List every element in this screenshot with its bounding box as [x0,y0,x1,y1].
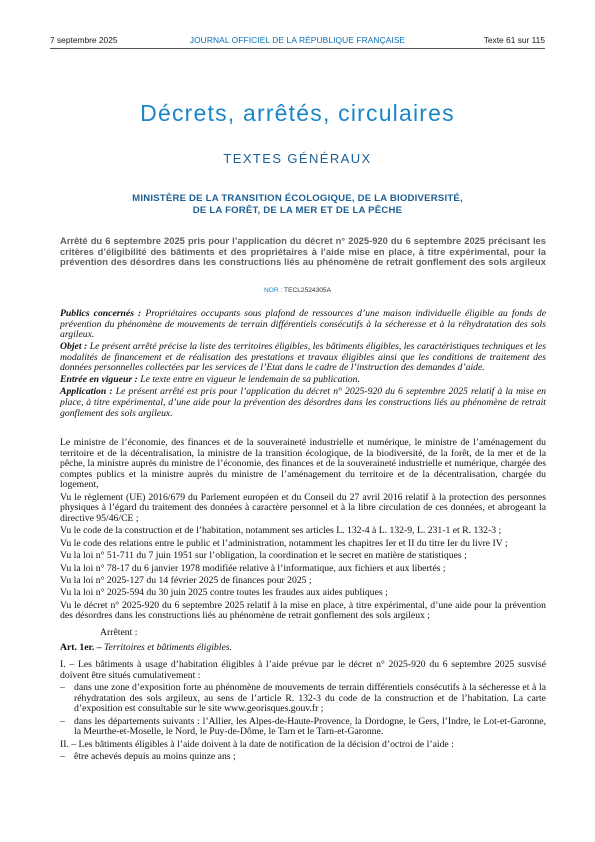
arrete-title: Arrêté du 6 septembre 2025 pris pour l’application du décret n° 2025-920 du 6 septembre 2025 précisant les critères d’éligibilité des bâtiments et des propriétaires à l’aide mise en place, à titre expérimental, pour la prévention des désordres dans les constructions liés au phénomène de retrait gonflement des sols argileux [60,235,546,268]
paragraph-1: I. – Les bâtiments à usage d’habitation éligibles à l’aide prévue par le décret n° 2025-920 du 6 septembre 2025 susvisé doivent être situés cumulativement : [60,659,546,681]
subsection-title: TEXTES GÉNÉRAUX [223,151,372,166]
list-item: – être achevés depuis au moins quinze ans ; [60,751,236,762]
visa: Vu le règlement (UE) 2016/679 du Parlement européen et du Conseil du 27 avril 2016 relatif à la protection des personnes physiques à l’égard du traitement des données à caractère personnel et à la libre circulation de ces données, et abrogeant la directive 95/46/CE ; [60,491,546,524]
notice-application [60,387,546,419]
article-title: Territoires et bâtiments éligibles. [104,642,232,654]
ministry-line-2: DE LA FORÊT, DE LA MER ET DE LA PÊCHE [192,205,403,216]
notice-text: Le texte entre en vigueur le lendemain de sa publication. [140,374,360,386]
journal-name: JOURNAL OFFICIEL DE LA RÉPUBLIQUE FRANÇAISE [189,35,406,45]
list-item: – dans une zone d’exposition forte au phénomène de mouvements de terrain différentiels consécutifs à la sécheresse et à la réhydratation des sols argileux, au sens de l’article R. 132-3 du code de la construction et de l’habitation. La carte d’exposition est consultable sur le site www.georisques.gouv.fr ; [60,682,546,715]
visa: Vu le décret n° 2025-920 du 6 septembre 2025 relatif à la mise en place, à titre expérimental, d’une aide pour la prévention des désordres dans les constructions liés au phénomène de retrait gonflement des sols argileux ; [60,599,546,622]
list-item-text: dans une zone d’exposition forte au phénomène de mouvements de terrain différentiels consécutifs à la sécheresse et à la réhydratation des sols argileux, au sens de l’article R. 132-3 du code de la construction et de l’habitation. La carte d’exposition est consultable sur le site www.georisques.gouv.fr ; [74,682,546,715]
notice-objet [60,342,546,374]
notice-label: Publics concernés : [60,308,142,319]
paragraph-2: II. – Les bâtiments éligibles à l’aide doivent à la date de notification de la décision d’octroi de l’aide : [60,738,454,750]
decide-formula: Arrêtent : [100,626,138,638]
nor-label: NOR : [264,287,283,294]
page-header [50,35,545,49]
section-title: Décrets, arrêtés, circulaires [140,100,455,126]
visa: Vu le code de la construction et de l’habitation, notamment ses articles L. 132-4 à L. 132-9, L. 231-1 et R. 132-3 ; [60,525,502,537]
page-number: Texte 61 sur 115 [483,35,545,45]
nor-reference [0,287,595,294]
ministry-line-1: MINISTÈRE DE LA TRANSITION ÉCOLOGIQUE, DE LA BIODIVERSITÉ, [132,193,463,204]
notice-entree [60,375,546,386]
visa: Vu la loi n° 51-711 du 7 juin 1951 sur l’obligation, la coordination et le secret en matière de statistiques ; [60,550,467,562]
visa: Vu le code des relations entre le public et l’administration, notamment les chapitres Ier et II du titre Ier du livre IV ; [60,537,508,549]
article-heading [60,643,546,654]
notice-text: Le présent arrêté est pris pour l’application du décret n° 2025-920 du 6 septembre 2025 relatif à la mise en place, à titre expérimental, d’une aide pour la prévention des désordres dans les constructions liés au phénomène de retrait gonflement des sols argileux. [60,386,546,419]
notice-label: Objet : [60,341,88,353]
visa: Vu la loi n° 2025-127 du 14 février 2025 de finances pour 2025 ; [60,574,312,586]
main-text [60,438,546,764]
notice-text: Propriétaires occupants sous plafond de ressources d’une maison individuelle éligible au fonds de prévention du phénomène de mouvements de terrain différentiels consécutifs à la sécheresse et à la réhydratation des sols argileux. [60,308,546,341]
article-number: Art. 1er. – [60,642,102,654]
publication-date: 7 septembre 2025 [50,35,118,45]
list-item: – dans les départements suivants : l’Allier, les Alpes-de-Haute-Provence, la Dordogne, le Gers, l’Indre, le Lot-et-Garonne, la Meurthe-et-Moselle, le Nord, le Puy-de-Dôme, le Tarn et le Tarn-et-Garonne. [60,715,546,738]
notice-publics [60,309,546,341]
visa: Vu la loi n° 78-17 du 6 janvier 1978 modifiée relative à l’informatique, aux fichiers et aux libertés ; [60,562,446,574]
notice-block [60,309,546,421]
ministry-heading [70,193,525,217]
list-item-text: être achevés depuis au moins quinze ans ; [74,751,236,762]
visa: Vu la loi n° 2025-594 du 30 juin 2025 contre toutes les fraudes aux aides publiques ; [60,587,388,599]
notice-label: Entrée en vigueur : [60,374,138,386]
nor-value: TECL2524305A [284,287,331,294]
preamble: Le ministre de l’économie, des finances et de la souveraineté industrielle et numérique, le ministre de l’aménagement du territoire et de la décentralisation, la ministre de la transition écologique, de la biodiversité, de la forêt, de la mer et de la pêche, la ministre auprès du ministre de l’économie, des finances et de la souveraineté industrielle et numérique, chargée des comptes publics et la ministre auprès du ministre de l’aménagement du territoire et de la décentralisation, chargée du logement, [60,437,546,491]
list-item-text: dans les départements suivants : l’Allier, les Alpes-de-Haute-Provence, la Dordogne, le Gers, l’Indre, le Lot-et-Garonne, la Meurthe-et-Moselle, le Nord, le Puy-de-Dôme, le Tarn et le Tarn-et-Garonne. [74,715,546,738]
header-divider [50,48,545,49]
notice-label: Application : [60,386,113,398]
notice-text: Le présent arrêté précise la liste des territoires éligibles, les bâtiments éligibles, les caractéristiques techniques et les modalités de financement et de réalisation des prestations et travaux éligibles ainsi que les conditions de traitement des données personnelles collectées par les services de l’Etat dans le cadre de l’instruction des demandes d’aide. [60,341,547,374]
